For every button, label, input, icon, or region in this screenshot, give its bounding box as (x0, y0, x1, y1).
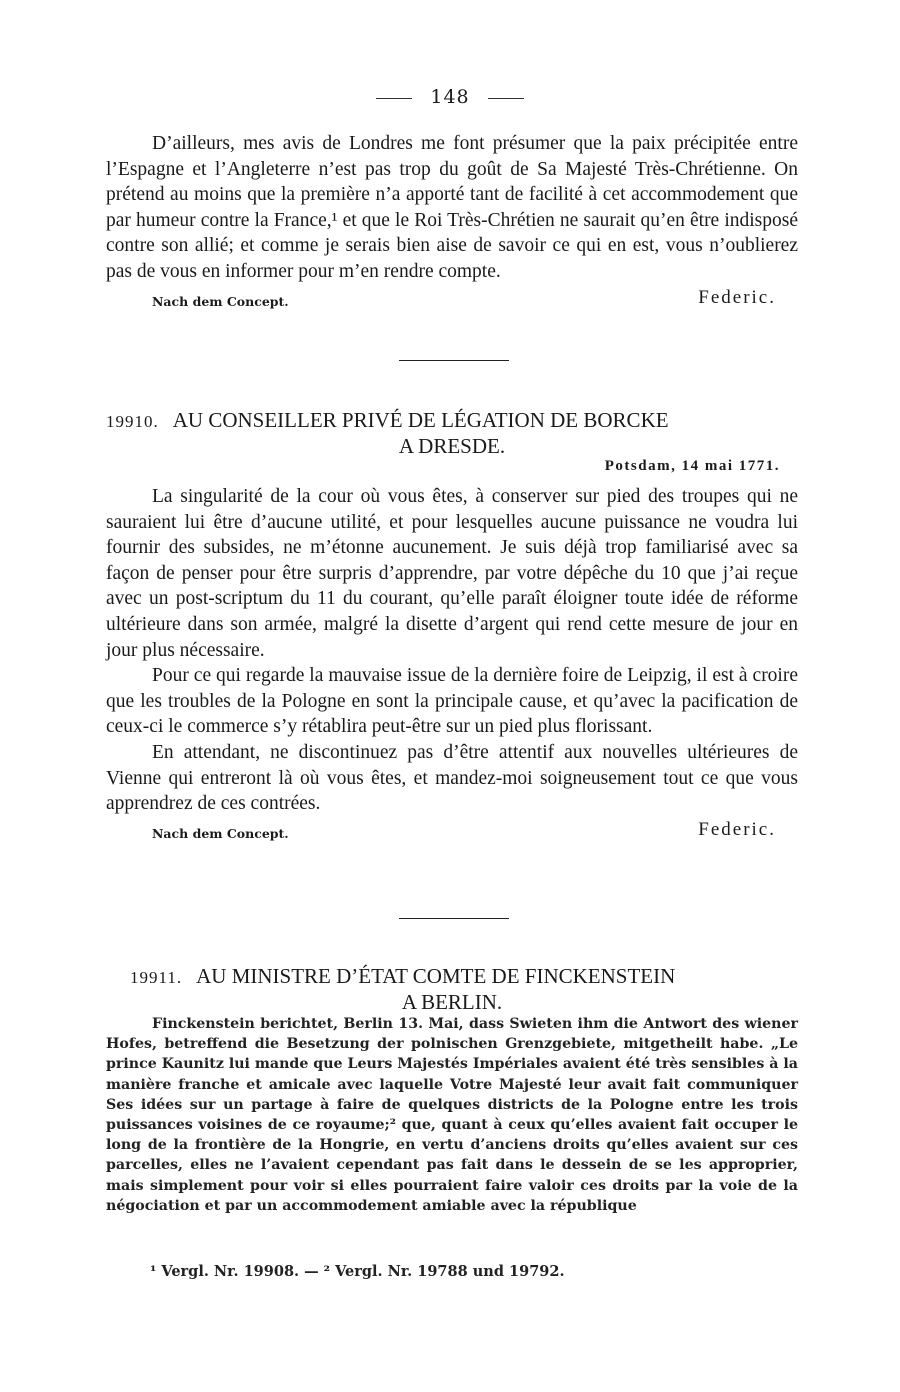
letter-summary-block (106, 1014, 798, 1216)
letter-title (106, 408, 798, 458)
letter-title-line2: A BERLIN. (401, 990, 503, 1014)
source-note: Nach dem Concept. (152, 825, 289, 841)
signature: Federic. (698, 286, 776, 308)
header-dash-right (488, 98, 524, 99)
header-dash-left (376, 98, 412, 99)
page-number: 148 (430, 86, 470, 108)
place-date: Potsdam, 14 mai 1771. (604, 458, 780, 474)
letter-number: 19911. (130, 968, 183, 987)
section-divider (399, 918, 509, 919)
source-note: Nach dem Concept. (152, 293, 289, 309)
letter-signature-line (106, 819, 798, 845)
letter-title (106, 964, 798, 1014)
letter-paragraph: Pour ce qui regarde la mauvaise issue de la dernière foire de Leipzig, il est à croire que les troubles de la Pologne en sont la principale cause, et qu’avec la pacification de ceux-ci le commerce s’y rétablira peut-être sur un pied plus florissant. (106, 665, 798, 738)
letter-paragraph: En attendant, ne discontinuez pas d’être attentif aux nouvelles ultérieures de Vienne qui entreront là où vous êtes, et mandez-moi soigneusement tout ce que vous apprendrez de ces contrées. (106, 741, 798, 815)
letter-title-line1: AU CONSEILLER PRIVÉ DE LÉGATION DE BORCKE (172, 408, 669, 432)
previous-letter (106, 131, 798, 313)
letter-title-line1: AU MINISTRE D’ÉTAT COMTE DE FINCKENSTEIN (196, 964, 676, 988)
signature: Federic. (698, 818, 776, 840)
section-divider (399, 360, 509, 361)
letter-paragraph: La singularité de la cour où vous êtes, à conserver sur pied des troupes qui ne sauraient lui être d’aucune utilité, et pour lesquelles aucune puissance ne voudra lui fournir des subsides, ne m’étonne aucunement. Je suis déjà trop familiarisé avec sa façon de penser pour être surpris d’apprendre, par votre dépêche du 10 que j’ai reçue avec un post-scriptum du 11 du courant, qu’elle paraît éloigner toute idée de réforme ultérieure dans son armée, malgré la disette d’argent qui rend cette mesure de jour en jour plus nécessaire. (106, 486, 798, 661)
letter-summary: Finckenstein berichtet, Berlin 13. Mai, dass Swieten ihm die Antwort des wiener Hofes, betreffend die Besetzung der polnischen Grenzgebiete, mitgetheilt habe. „Le prince Kaunitz lui mande que Leurs Majestés Impériales avaient été très sensibles à la manière franche et amicale avec laquelle Votre Majesté leur avait fait communiquer Ses idées sur un partage à faire de quelques districts de la Pologne entre les trois puissances voisines de ce royaume;² que, quant à ceux qu’elles avaient fait occuper le long de la frontière de la Hongrie, en vertu d’anciens droits qu’elles avaient sur ces parcelles, elles ne l’avaient cependant pas fait dans le dessein de se les approprier, mais simplement pour voir si elles pourraient faire valoir ces droits par la voie de la négociation et par un accommodement amiable avec la république (106, 1016, 798, 1214)
page-header (0, 86, 900, 108)
letter-body (106, 484, 798, 845)
previous-letter-signature-line (106, 287, 798, 313)
letter-title-line2: A DRESDE. (398, 434, 506, 458)
letter-number: 19910. (106, 412, 159, 431)
previous-letter-paragraph: D’ailleurs, mes avis de Londres me font présumer que la paix précipitée entre l’Espagne et l’Angleterre n’est pas trop du goût de Sa Majesté Très-Chrétienne. On prétend au moins que la première n’a apporté tant de facilité à cet accommodement que par humeur contre la France,¹ et que le Roi Très-Chrétien ne saurait qu’en être indisposé contre son allié; et comme je serais bien aise de savoir ce qui en est, vous n’oublierez pas de vous en informer pour m’en rendre compte. (106, 133, 798, 282)
footnotes: ¹ Vergl. Nr. 19908. — ² Vergl. Nr. 19788 und 19792. (150, 1263, 565, 1280)
